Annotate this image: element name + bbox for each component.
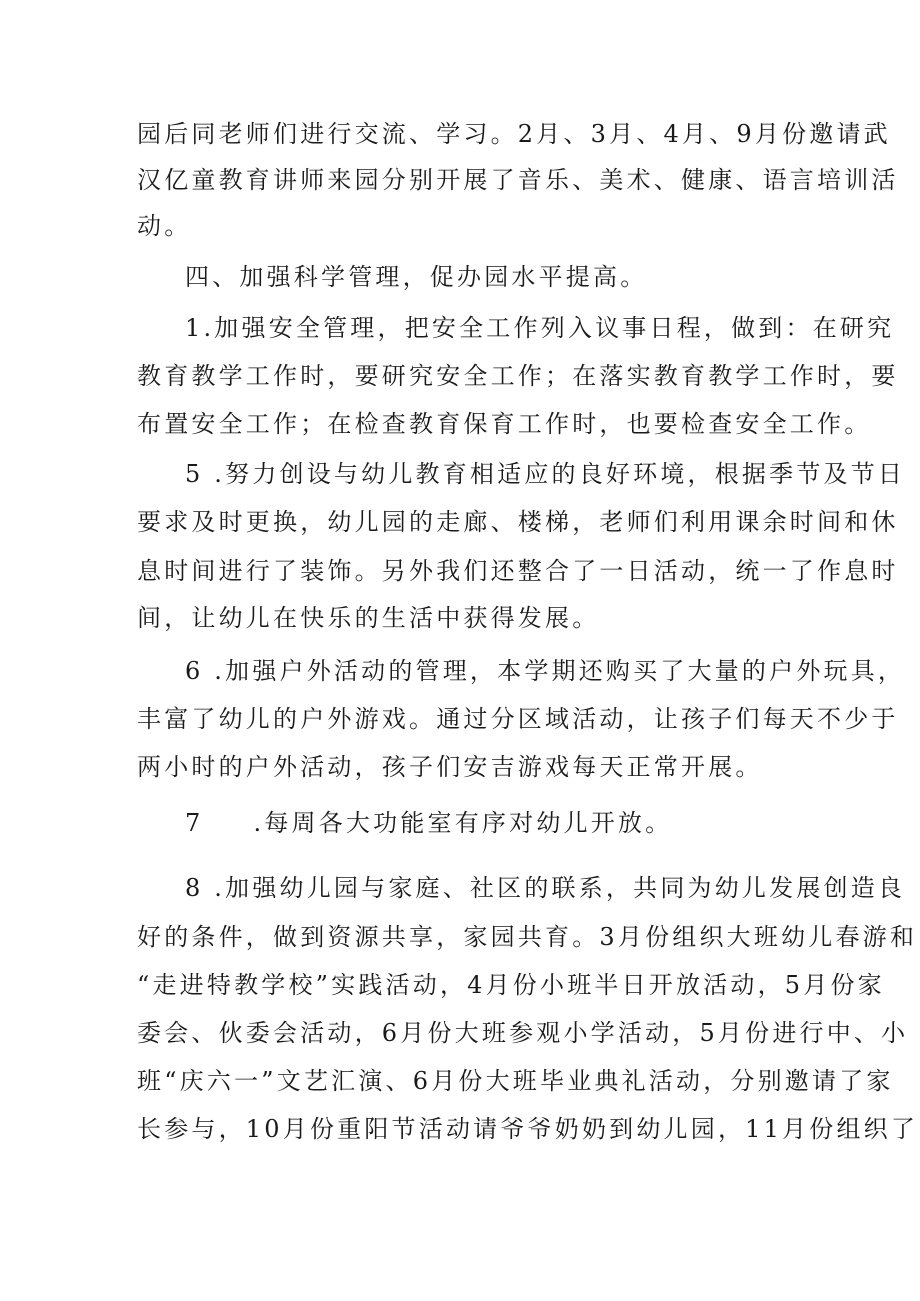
paragraph-line: 息时间进行了装饰。另外我们还整合了一日活动，统一了作息时 — [137, 557, 899, 585]
paragraph-line: 布置安全工作；在检查教育保育工作时，也要检查安全工作。 — [137, 410, 872, 438]
paragraph-line: 6 .加强户外活动的管理，本学期还购买了大量的户外玩具， — [185, 657, 906, 685]
paragraph-line: 动。 — [137, 212, 192, 240]
paragraph-line: 1.加强安全管理，把安全工作列入议事日程，做到：在研究 — [185, 314, 895, 342]
paragraph-line: 两小时的户外活动，孩子们安吉游戏每天正常开展。 — [137, 753, 763, 781]
paragraph-line: “走进特教学校”实践活动，4月份小班半日开放活动，5月份家 — [137, 971, 885, 999]
paragraph-line: 园后同老师们进行交流、学习。2月、3月、4月、9月份邀请武 — [137, 120, 891, 148]
section-heading: 四、加强科学管理，促办园水平提高。 — [185, 263, 648, 291]
paragraph-line: 长参与，10月份重阳节活动请爷爷奶奶到幼儿园，11月份组织了 — [137, 1115, 919, 1143]
paragraph-line: 好的条件，做到资源共享，家园共育。3月份组织大班幼儿春游和 — [137, 923, 918, 951]
paragraph-line: 间，让幼儿在快乐的生活中获得发展。 — [137, 604, 600, 632]
item-7-number: 7 — [185, 809, 204, 837]
paragraph-line: 要求及时更换，幼儿园的走廊、楼梯，老师们利用课余时间和休 — [137, 508, 899, 536]
item-7-text: .每周各大功能室有序对幼儿开放。 — [253, 809, 673, 837]
paragraph-line: 教育教学工作时，要研究安全工作；在落实教育教学工作时，要 — [137, 362, 899, 390]
paragraph-line: 汉亿童教育讲师来园分别开展了音乐、美术、健康、语言培训活 — [137, 166, 899, 194]
paragraph-line: 委会、伙委会活动，6月份大班参观小学活动，5月份进行中、小 — [137, 1019, 909, 1047]
paragraph-line: 5 .努力创设与幼儿教育相适应的良好环境，根据季节及节日 — [185, 460, 906, 488]
item-7-line — [185, 808, 672, 838]
paragraph-line: 班“庆六一”文艺汇演、6月份大班毕业典礼活动，分别邀请了家 — [137, 1067, 894, 1095]
paragraph-line: 丰富了幼儿的户外游戏。通过分区域活动，让孩子们每天不少于 — [137, 705, 899, 733]
paragraph-line: 8 .加强幼儿园与家庭、社区的联系，共同为幼儿发展创造良 — [185, 874, 906, 902]
